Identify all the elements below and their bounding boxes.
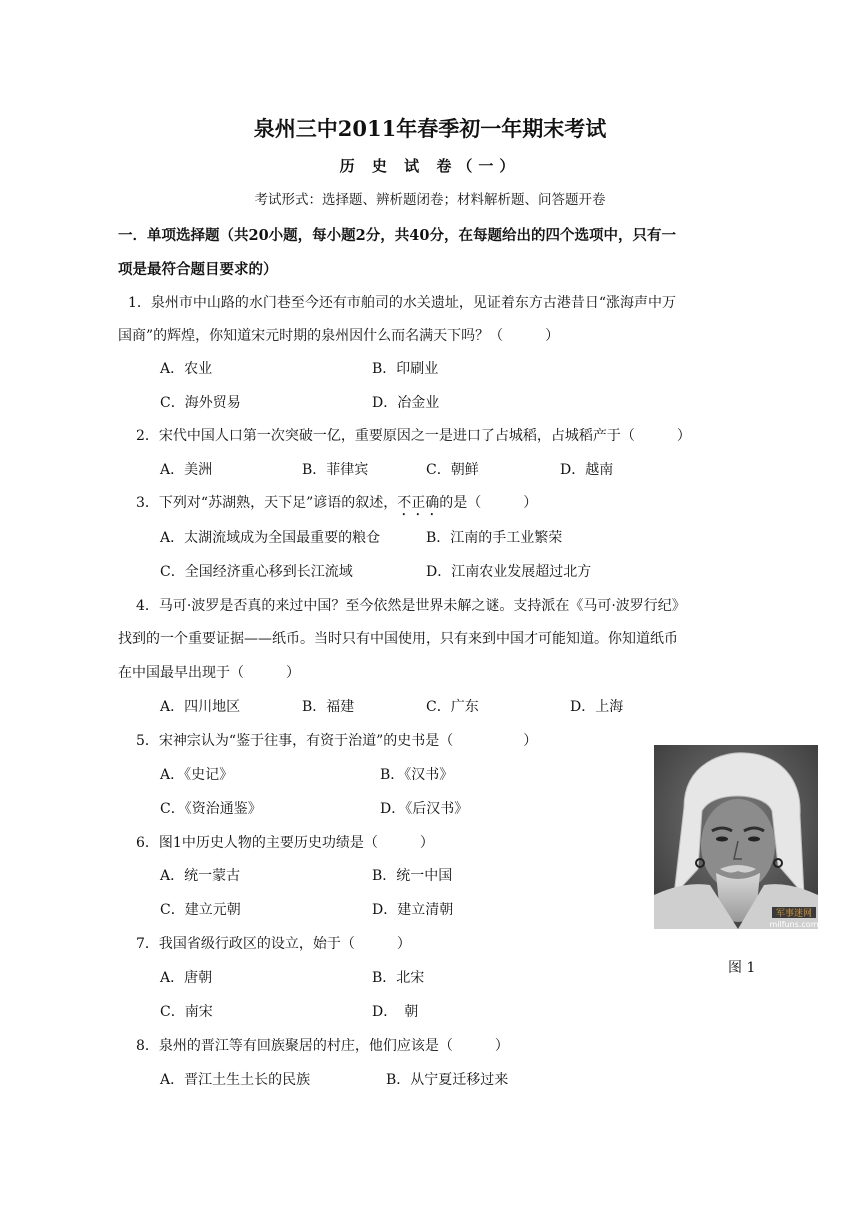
q2-option-b[interactable]: B．菲律宾 [302,462,369,478]
q5-option-c[interactable]: C．《资治通鉴》 [160,801,262,817]
q4-option-b[interactable]: B．福建 [302,699,355,715]
q2-option-c[interactable]: C．朝鲜 [426,462,479,478]
q6-option-c[interactable]: C．建立元朝 [160,902,241,918]
q6-option-a[interactable]: A．统一蒙古 [160,868,241,884]
q1-stem-line1: 1．泉州市中山路的水门巷至今还有市舶司的水关遗址，见证着东方古港昔日“涨海声中万 [128,295,677,311]
q3-stem-part1: 3．下列对“苏湖熟，天下足”谚语的叙述， [136,495,398,511]
q5-option-a[interactable]: A．《史记》 [160,767,234,783]
section-heading-line2: 项是最符合题目要求的） [118,261,278,278]
q1-option-d[interactable]: D．冶金业 [372,395,440,411]
q2-option-d[interactable]: D．越南 [560,462,614,478]
q6-option-b[interactable]: B．统一中国 [372,868,453,884]
exam-subtitle: 历 史 试 卷（一） [339,157,521,175]
q4-option-d[interactable]: D．上海 [570,699,624,715]
q7-option-c[interactable]: C．南宋 [160,1004,213,1020]
section-heading-line1: 一．单项选择题（共20小题，每小题2分，共40分，在每题给出的四个选项中，只有一 [118,227,676,244]
q7-stem: 7．我国省级行政区的设立，始于（ ） [136,936,411,952]
q5-option-d[interactable]: D．《后汉书》 [380,801,469,817]
q6-option-d[interactable]: D．建立清朝 [372,902,454,918]
q1-option-b[interactable]: B．印刷业 [372,361,439,377]
portrait-image [654,745,818,929]
q4-stem-line3: 在中国最早出现于（ ） [118,665,300,681]
q8-stem: 8．泉州的晋江等有回族聚居的村庄，他们应该是（ ） [136,1038,509,1054]
q3-option-a[interactable]: A．太湖流域成为全国最重要的粮仓 [160,530,381,546]
q4-option-a[interactable]: A．四川地区 [160,699,241,715]
q1-option-c[interactable]: C．海外贸易 [160,395,241,411]
q3-option-c[interactable]: C．全国经济重心移到长江流域 [160,564,353,580]
q3-stem [136,493,537,519]
q5-stem: 5．宋神宗认为“鉴于往事，有资于治道”的史书是（ ） [136,733,538,749]
q1-option-a[interactable]: A．农业 [160,361,213,377]
exam-format-note: 考试形式：选择题、辨析题闭卷；材料解析题、问答题开卷 [254,192,606,208]
q8-option-b[interactable]: B．从宁夏迁移过来 [386,1072,509,1088]
q3-stem-emphasis: 不正确 [397,495,440,511]
exam-title: 泉州三中2011年春季初一年期末考试 [253,116,607,141]
q6-stem: 6．图1中历史人物的主要历史功绩是（ ） [136,835,434,851]
watermark-url: milfuns.com [769,920,818,929]
q2-stem: 2．宋代中国人口第一次突破一亿，重要原因之一是进口了占城稻，占城稻产于（ ） [136,428,691,444]
q4-stem-line1: 4．马可·波罗是否真的来过中国？至今依然是世界未解之谜。支持派在《马可·波罗行纪》 [136,598,686,614]
q4-option-c[interactable]: C．广东 [426,699,479,715]
q1-stem-line2: 国商”的辉煌，你知道宋元时期的泉州因什么而名满天下吗？（ ） [118,328,560,344]
q8-option-a[interactable]: A．晋江土生土长的民族 [160,1072,311,1088]
q7-option-a[interactable]: A．唐朝 [160,970,213,986]
figure-1-portrait [654,745,818,929]
q3-option-d[interactable]: D．江南农业发展超过北方 [426,564,592,580]
q5-option-b[interactable]: B．《汉书》 [380,767,454,783]
watermark-logo: 军事迷网 [775,909,813,919]
q4-stem-line2: 找到的一个重要证据——纸币。当时只有中国使用，只有来到中国才可能知道。你知道纸币 [118,631,678,647]
q3-option-b[interactable]: B．江南的手工业繁荣 [426,530,563,546]
q7-option-d[interactable]: D． 朝 [372,1004,419,1020]
q2-option-a[interactable]: A．美洲 [160,462,213,478]
q7-option-b[interactable]: B．北宋 [372,970,425,986]
q3-stem-part3: 的是（ ） [439,495,538,511]
figure-1-caption: 图 1 [728,960,756,976]
